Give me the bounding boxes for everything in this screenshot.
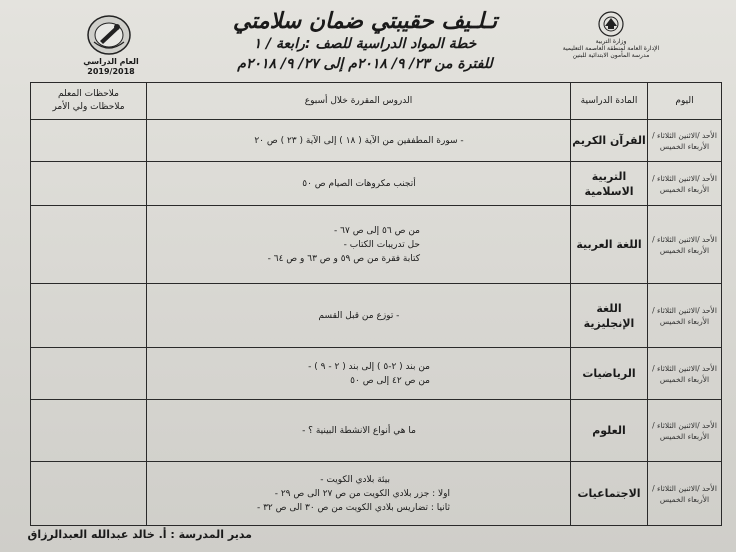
lessons-cell xyxy=(147,348,571,400)
lesson-line: من بند ( ٢-٥ ) إلى بند ( ٢ - ٩ ) - xyxy=(308,361,430,372)
table-row xyxy=(31,162,722,206)
academic-year-block xyxy=(76,57,146,77)
lesson-line: - توزع من قبل القسم xyxy=(318,310,400,321)
plan-period: للفترة من ٢٣/ ٩/ ٢٠١٨م إلى ٢٧/ ٩/ ٢٠١٨م xyxy=(237,56,493,72)
directorate-name: الإدارة العامة لمنطقة العاصمة التعليمية xyxy=(562,45,660,52)
lessons-cell xyxy=(147,162,571,206)
lessons-cell xyxy=(147,120,571,162)
lesson-line: ما هي أنواع الانشطة البينية ؟ - xyxy=(302,425,416,436)
academic-year-label: العام الدراسي xyxy=(83,57,139,66)
lessons-cell xyxy=(147,462,571,526)
notes-cell xyxy=(31,462,147,526)
page-title-block xyxy=(200,8,530,74)
notes-cell xyxy=(31,348,147,400)
header-subject: المادة الدراسية xyxy=(571,83,648,120)
day-cell: الأحد /الاثنين الثلاثاء /الأربعاء الخميس xyxy=(648,162,722,206)
day-cell: الأحد /الاثنين الثلاثاء /الأربعاء الخميس xyxy=(648,400,722,462)
notes-cell xyxy=(31,206,147,284)
notes-cell xyxy=(31,162,147,206)
header-notes xyxy=(31,83,147,120)
notes-cell xyxy=(31,120,147,162)
notes-cell xyxy=(31,400,147,462)
table-row xyxy=(31,284,722,348)
header-lessons: الدروس المقررة خلال أسبوع xyxy=(147,83,571,120)
lesson-line: كتابة فقرة من ص ٥٩ و ص ٦٣ و ص ٦٤ - xyxy=(267,253,420,264)
lesson-line: من ص ٤٢ إلى ص ٥٠ xyxy=(350,375,430,386)
ministry-block xyxy=(560,38,662,59)
lesson-line: حل تدريبات الكتاب - xyxy=(343,239,420,250)
lessons-cell xyxy=(147,284,571,348)
academic-year-value: 2019/2018 xyxy=(87,67,135,76)
subject-cell: القرآن الكريم xyxy=(571,120,648,162)
day-cell: الأحد /الاثنين الثلاثاء /الأربعاء الخميس xyxy=(648,348,722,400)
page-title: تـلـيف حقيبتي ضمان سلامتي xyxy=(232,8,498,34)
table-row xyxy=(31,462,722,526)
lesson-line: بيئة بلادي الكويت - xyxy=(320,474,390,485)
table-row xyxy=(31,400,722,462)
weekly-plan-table xyxy=(30,82,722,526)
lesson-line: من ص ٥٦ إلى ص ٦٧ - xyxy=(334,225,420,236)
table-row xyxy=(31,206,722,284)
lesson-line: أتجنب مكروهات الصيام ص ٥٠ xyxy=(302,178,416,189)
day-cell: الأحد /الاثنين الثلاثاء /الأربعاء الخميس xyxy=(648,120,722,162)
header-parent-notes: ملاحظات ولي الأمر xyxy=(52,102,125,112)
notes-cell xyxy=(31,284,147,348)
day-cell: الأحد /الاثنين الثلاثاء /الأربعاء الخميس xyxy=(648,462,722,526)
ministry-emblem-icon xyxy=(596,10,626,38)
lesson-line: - سورة المطففين من الآية ( ١٨ ) إلى الآية ( ٢٣ ) ص ٢٠ xyxy=(254,135,464,146)
subject-cell: الاجتماعيات xyxy=(571,462,648,526)
table-row xyxy=(31,348,722,400)
subject-cell: اللغة العربية xyxy=(571,206,648,284)
day-cell: الأحد /الاثنين الثلاثاء /الأربعاء الخميس xyxy=(648,206,722,284)
subject-cell: اللغة الإنجليزية xyxy=(571,284,648,348)
table-row xyxy=(31,120,722,162)
table-header-row xyxy=(31,83,722,120)
principal-signature-line: مدير المدرسة : أ. خالد عبدالله العبدالرزاق xyxy=(27,528,252,541)
school-name: مدرسة المأمون الابتدائية للبنين xyxy=(572,52,650,59)
ministry-name: وزارة التربية xyxy=(595,38,627,45)
lesson-line: اولا : جزر بلادي الكويت من ص ٢٧ الى ص ٢٩ - xyxy=(274,488,450,499)
subject-cell: العلوم xyxy=(571,400,648,462)
school-emblem-icon xyxy=(86,14,132,56)
subject-cell: التربية الاسلامية xyxy=(571,162,648,206)
lesson-line: ثانيا : تضاريس بلادي الكويت من ص ٣٠ الى ص ٣٢ - xyxy=(256,502,450,513)
subject-cell: الرياضيات xyxy=(571,348,648,400)
lessons-cell xyxy=(147,400,571,462)
lessons-cell xyxy=(147,206,571,284)
header-day: اليوم xyxy=(648,83,722,120)
day-cell: الأحد /الاثنين الثلاثاء /الأربعاء الخميس xyxy=(648,284,722,348)
plan-subtitle: خطة المواد الدراسية للصف :رابعة / ١ xyxy=(253,36,477,52)
header-teacher-notes: ملاحظات المعلم xyxy=(58,89,119,99)
